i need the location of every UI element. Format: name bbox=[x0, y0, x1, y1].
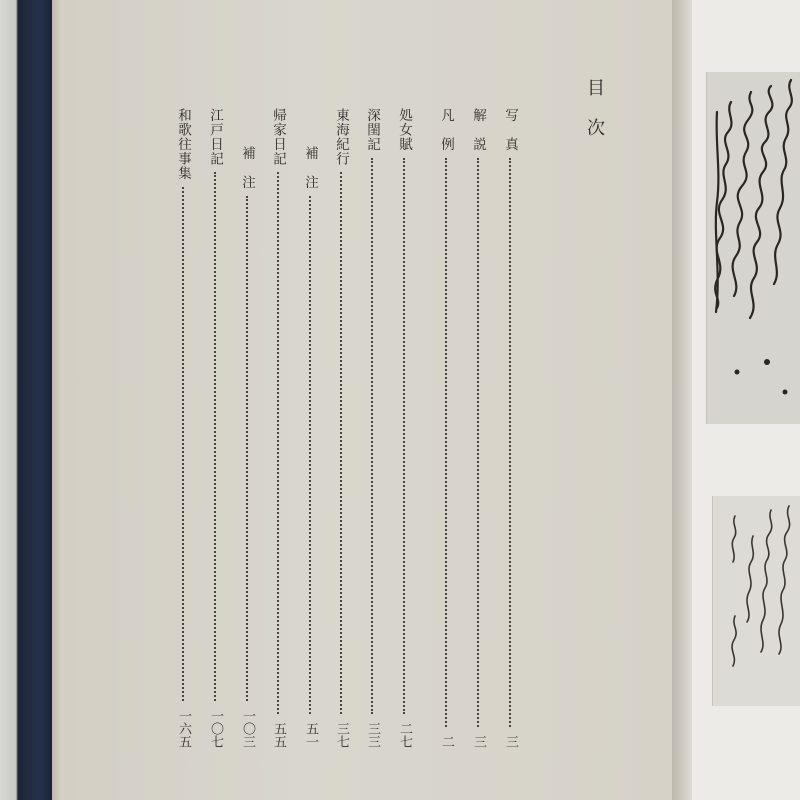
toc-entry-supplementary-notes bbox=[300, 108, 320, 748]
toc-entry-page: 一六五 bbox=[176, 709, 191, 748]
book-spine-cover bbox=[0, 0, 52, 800]
toc-entry-kika-nikki bbox=[268, 108, 288, 748]
toc-entry-notes-on-use bbox=[436, 108, 456, 748]
toc-entry-label: 処女賦 bbox=[396, 108, 412, 152]
toc-entry-label: 解 説 bbox=[470, 108, 486, 152]
toc-entry-label: 写 真 bbox=[502, 108, 518, 152]
toc-entry-commentary bbox=[468, 108, 488, 748]
toc-entry-page: 三七 bbox=[334, 722, 349, 748]
toc-entry-page: 一〇三 bbox=[240, 709, 255, 748]
toc-entry-shojofu bbox=[394, 108, 414, 748]
toc-entry-edo-nikki bbox=[205, 108, 225, 748]
toc-entry-page: 二七 bbox=[397, 722, 412, 748]
leader-dots bbox=[340, 172, 342, 714]
toc-entry-label: 和歌往事集 bbox=[175, 108, 191, 181]
toc-entry-waka-ojishu bbox=[173, 108, 193, 748]
toc-entry-page: 五五 bbox=[271, 722, 286, 748]
leader-dots bbox=[477, 158, 479, 728]
toc-entry-page: 一〇七 bbox=[208, 709, 223, 748]
toc-entry-shinkeiki bbox=[362, 108, 382, 748]
page-edges bbox=[52, 0, 62, 800]
toc-entry-tokai-kiko bbox=[331, 108, 351, 748]
leader-dots bbox=[509, 158, 511, 728]
toc-entry-page: 五一 bbox=[303, 722, 318, 748]
leader-dots bbox=[403, 158, 405, 715]
toc-title: 目次 bbox=[584, 78, 605, 158]
toc-entry-label: 帰家日記 bbox=[270, 108, 286, 166]
calligraphy-plate-top bbox=[706, 72, 800, 424]
toc-entry-page: 二 bbox=[439, 735, 454, 748]
toc-entry-page: 三 bbox=[503, 735, 518, 748]
toc-entry-label: 凡 例 bbox=[438, 108, 454, 152]
toc-entry-page: 三三 bbox=[365, 722, 380, 748]
calligraphy-plate-bottom bbox=[712, 496, 800, 706]
leader-dots bbox=[309, 196, 311, 715]
leader-dots bbox=[182, 187, 184, 702]
leader-dots bbox=[371, 158, 373, 715]
toc-entry-label: 補 注 bbox=[302, 146, 318, 190]
toc-entry-supplementary-notes bbox=[237, 108, 257, 748]
toc-entry-page: 三 bbox=[471, 735, 486, 748]
leader-dots bbox=[214, 172, 216, 701]
toc-entry-label: 江戸日記 bbox=[207, 108, 223, 166]
toc-entry-photos bbox=[500, 108, 520, 748]
toc-entry-label: 補 注 bbox=[239, 146, 255, 190]
toc-entry-label: 東海紀行 bbox=[333, 108, 349, 166]
leader-dots bbox=[445, 158, 447, 728]
toc-entry-label: 深閨記 bbox=[364, 108, 380, 152]
leader-dots bbox=[277, 172, 279, 714]
leader-dots bbox=[246, 196, 248, 702]
